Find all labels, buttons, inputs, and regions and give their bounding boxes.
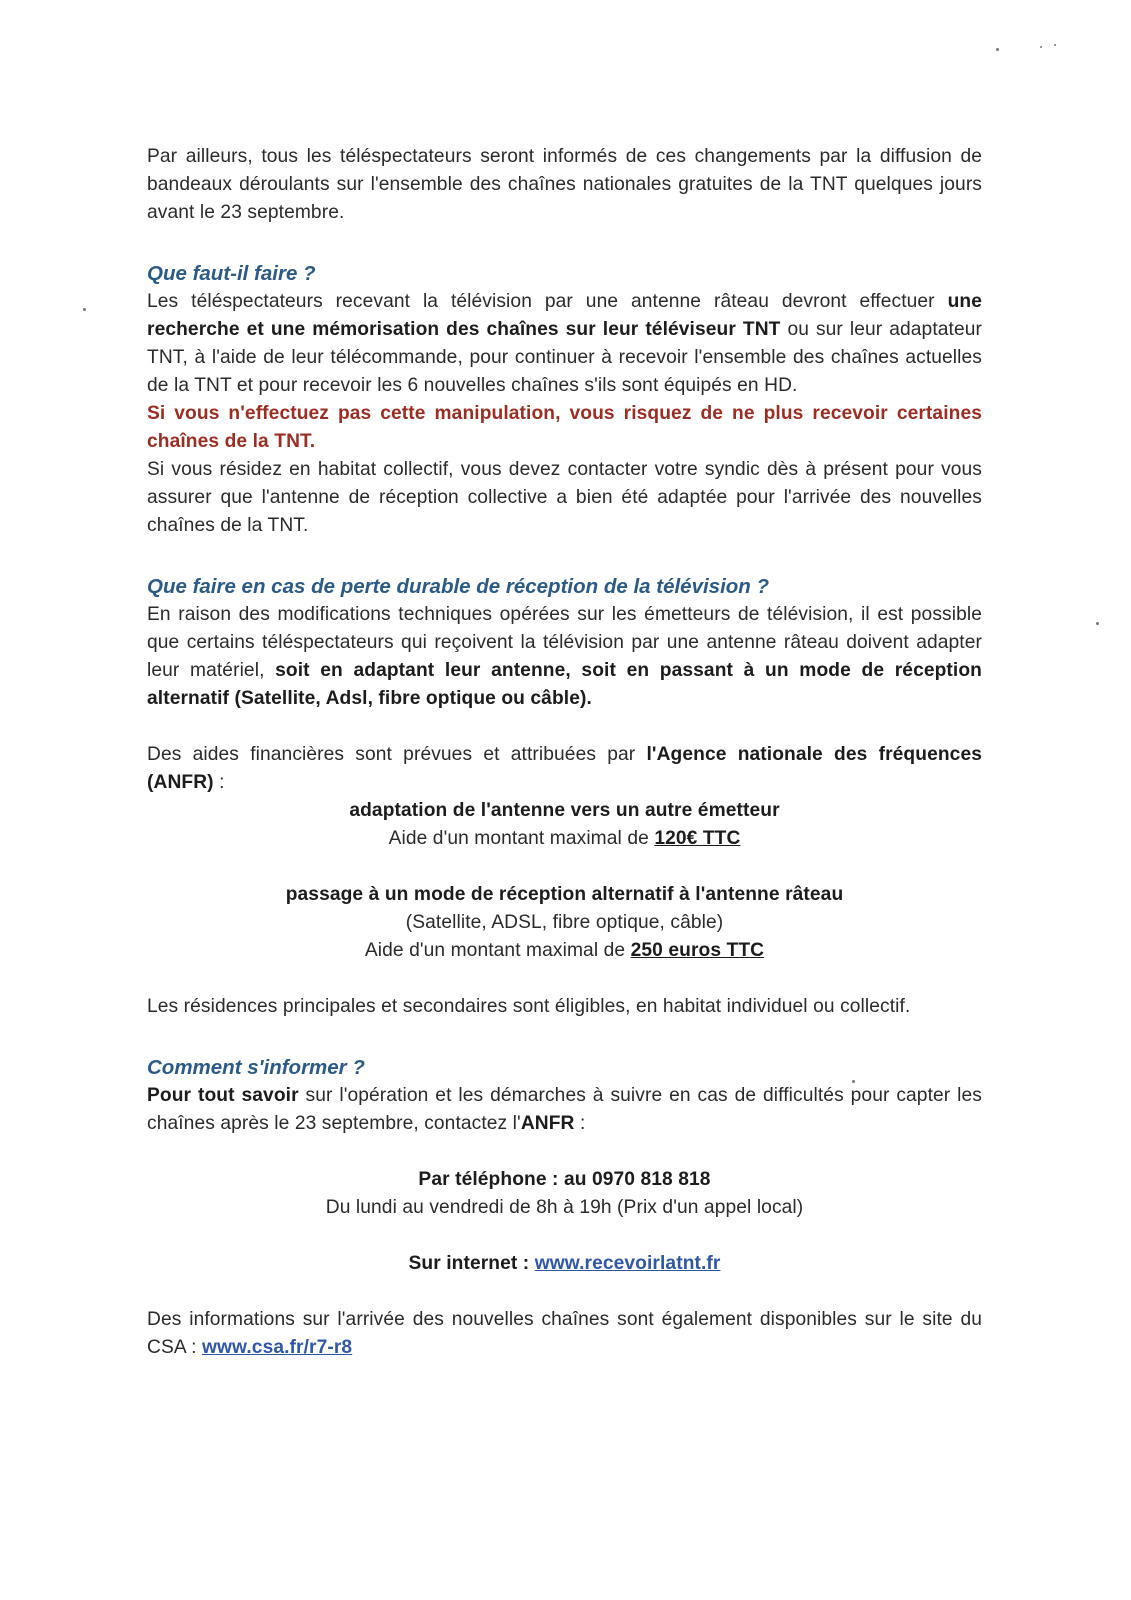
phone-line: Par téléphone : au 0970 818 818 [418,1169,711,1190]
scan-speck [1096,622,1099,625]
csa-text: Des informations sur l'arrivée des nouvelles chaînes sont également disponibles sur le site du CSA : [147,1309,982,1358]
csa-paragraph [147,1306,982,1362]
what-to-do-text-b: ou sur leur adaptateur TNT, à l'aide de leur télécommande, pour continuer à recevoir l'ensemble des chaînes actuelles de la TNT et pour recevoir les 6 nouvelles chaînes s'ils sont équipés en HD. [147,319,982,396]
aid1-amount [147,825,982,853]
eligibility-paragraph: Les résidences principales et secondaires sont éligibles, en habitat individuel ou collectif. [147,996,911,1017]
aid2-amount-value: 250 euros TTC [630,940,765,961]
inform-bold: Pour tout savoir [147,1085,299,1106]
phone-hours: Du lundi au vendredi de 8h à 19h (Prix d'un appel local) [325,1197,804,1218]
intro-paragraph: Par ailleurs, tous les téléspectateurs seront informés de ces changements par la diffusion de bandeaux déroulants sur l'ensemble des chaînes nationales gratuites de la TNT quelques jours avant le 23 septembre. [147,146,982,223]
scan-speck [83,308,86,311]
scan-speck [852,1080,855,1083]
document-page [147,143,982,1362]
what-to-do-text-a: Les téléspectateurs recevant la télévision par une antenne râteau devront effectuer [147,291,948,312]
internet-label: Sur internet : [408,1253,535,1274]
aid-intro-paragraph [147,741,982,797]
section-heading-what-to-do: Que faut-il faire ? [147,262,316,285]
inform-text-a: sur l'opération et les démarches à suivre en cas de difficultés pour capter les chaînes après le 23 septembre, contactez l' [147,1085,982,1134]
aid1-amount-text: Aide d'un montant maximal de [388,828,655,849]
section-heading-reception-loss: Que faire en cas de perte durable de réception de la télévision ? [147,575,770,598]
recevoirlatnt-link[interactable]: www.recevoirlatnt.fr [534,1253,721,1274]
reception-loss-text: En raison des modifications techniques opérées sur les émetteurs de télévision, il est possible que certains téléspectateurs qui reçoivent la télévision par une antenne râteau doivent adapter leur matériel, [147,604,982,681]
reception-loss-bold: soit en adaptant leur antenne, soit en passant à un mode de réception alternatif (Satellite, Adsl, fibre optique ou câble). [147,660,982,709]
internet-line [147,1250,982,1278]
aid2-amount-text: Aide d'un montant maximal de [364,940,631,961]
aid1-amount-value: 120€ TTC [654,828,741,849]
inform-anfr: ANFR [520,1113,575,1134]
aid-intro-text: Des aides financières sont prévues et attribuées par [147,744,647,765]
inform-paragraph [147,1082,982,1138]
aid2-amount [147,937,982,965]
scan-speck [1040,46,1042,48]
reception-loss-paragraph [147,601,982,713]
anfr-agency-name: l'Agence nationale des fréquences (ANFR) [147,744,982,793]
what-to-do-bold: une recherche et une mémorisation des chaînes sur leur téléviseur TNT [147,291,982,340]
aid2-modes: (Satellite, ADSL, fibre optique, câble) [405,912,724,933]
aid2-title: passage à un mode de réception alternatif à l'antenne râteau [285,884,844,905]
what-to-do-paragraph [147,288,982,400]
inform-text-b: : [574,1113,586,1134]
aid-intro-colon: : [213,772,225,793]
scan-speck [1054,44,1056,46]
aid1-title: adaptation de l'antenne vers un autre émetteur [349,800,780,821]
warning-paragraph: Si vous n'effectuez pas cette manipulation, vous risquez de ne plus recevoir certaines chaînes de la TNT. [147,403,982,452]
csa-link[interactable]: www.csa.fr/r7-r8 [202,1337,353,1358]
section-heading-how-to-inform: Comment s'informer ? [147,1056,365,1079]
scan-speck [996,48,999,51]
collective-housing-paragraph: Si vous résidez en habitat collectif, vous devez contacter votre syndic dès à présent pour vous assurer que l'antenne de réception collective a bien été adaptée pour l'arrivée des nouvelles chaînes de la TNT. [147,459,982,536]
